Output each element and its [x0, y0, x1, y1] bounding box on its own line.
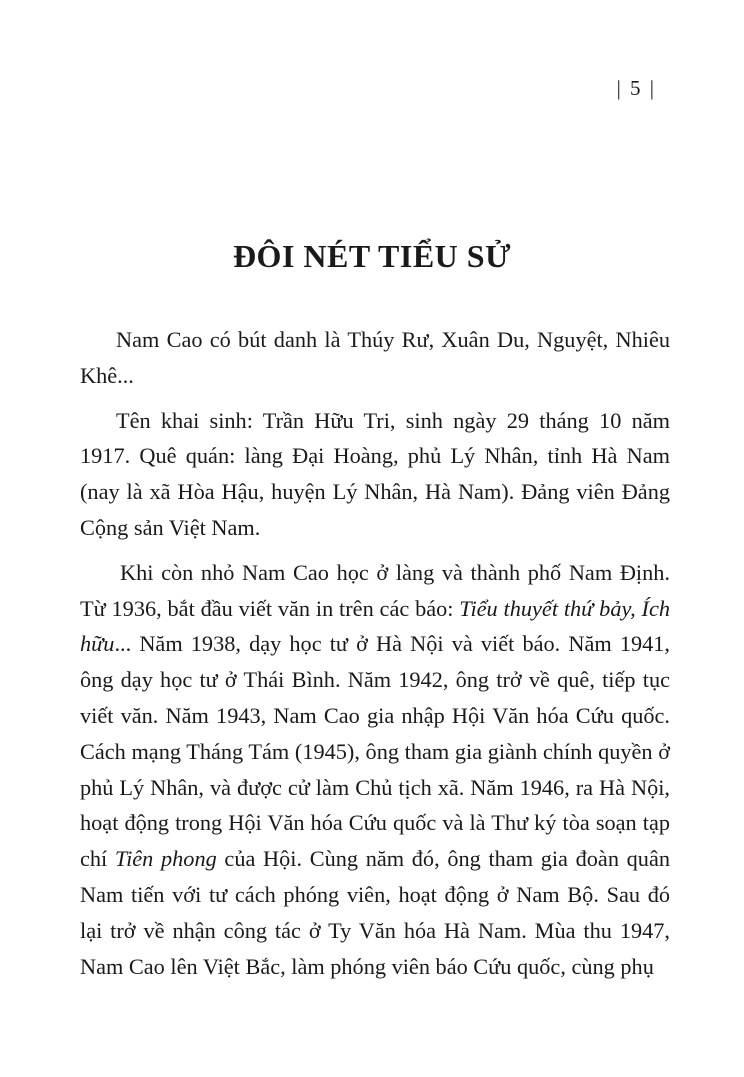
paragraph-pen-names: Nam Cao có bút danh là Thúy Rư, Xuân Du, Nguyệt, Nhiêu Khê... [80, 327, 670, 388]
page-number: | 5 | [616, 76, 656, 100]
paragraph-birth-info: Tên khai sinh: Trần Hữu Tri, sinh ngày 29 tháng 10 năm 1917. Quê quán: làng Đại Hoàng, phủ Lý Nhân, tỉnh Hà Nam (nay là xã Hòa Hậu, huyện Lý Nhân, Hà Nam). Đảng viên Đảng Cộng sản Việt Nam. [80, 407, 670, 540]
career-text-2: ... Năm 1938, dạy học tư ở Hà Nội và viết báo. Năm 1941, ông dạy học tư ở Thái Bình. Năm 1942, ông trở về quê, tiếp tục viết văn. Năm 1943, Nam Cao gia nhập Hội Văn hóa Cứu quốc. Cách mạng Tháng Tám (1945), ông tham gia giành chính quyền ở phủ Lý Nhân, và được cử làm Chủ tịch xã. Năm 1946, ra Hà Nội, hoạt động trong Hội Văn hóa Cứu quốc và là Thư ký tòa soạn tạp chí [80, 631, 670, 872]
paragraph-career [80, 555, 670, 985]
magazine-title: Tiên phong [114, 846, 217, 872]
newspaper-titles: Tiểu thuyết thứ bảy, Ích hữu [80, 595, 671, 657]
chapter-title: ĐÔI NÉT TIỂU SỬ [232, 238, 512, 274]
career-text-1: Khi còn nhỏ Nam Cao học ở làng và thành phố Nam Định. Từ 1936, bắt đầu viết văn in trên các báo: [80, 559, 670, 621]
career-text-3: của Hội. Cùng năm đó, ông tham gia đoàn quân Nam tiến với tư cách phóng viên, hoạt động ở Nam Bộ. Sau đó lại trở về nhận công tác ở Ty Văn hóa Hà Nam. Mùa thu 1947, Nam Cao lên Việt Bắc, làm phóng viên báo Cứu quốc, cùng phụ [80, 846, 670, 979]
body-text [80, 322, 670, 993]
